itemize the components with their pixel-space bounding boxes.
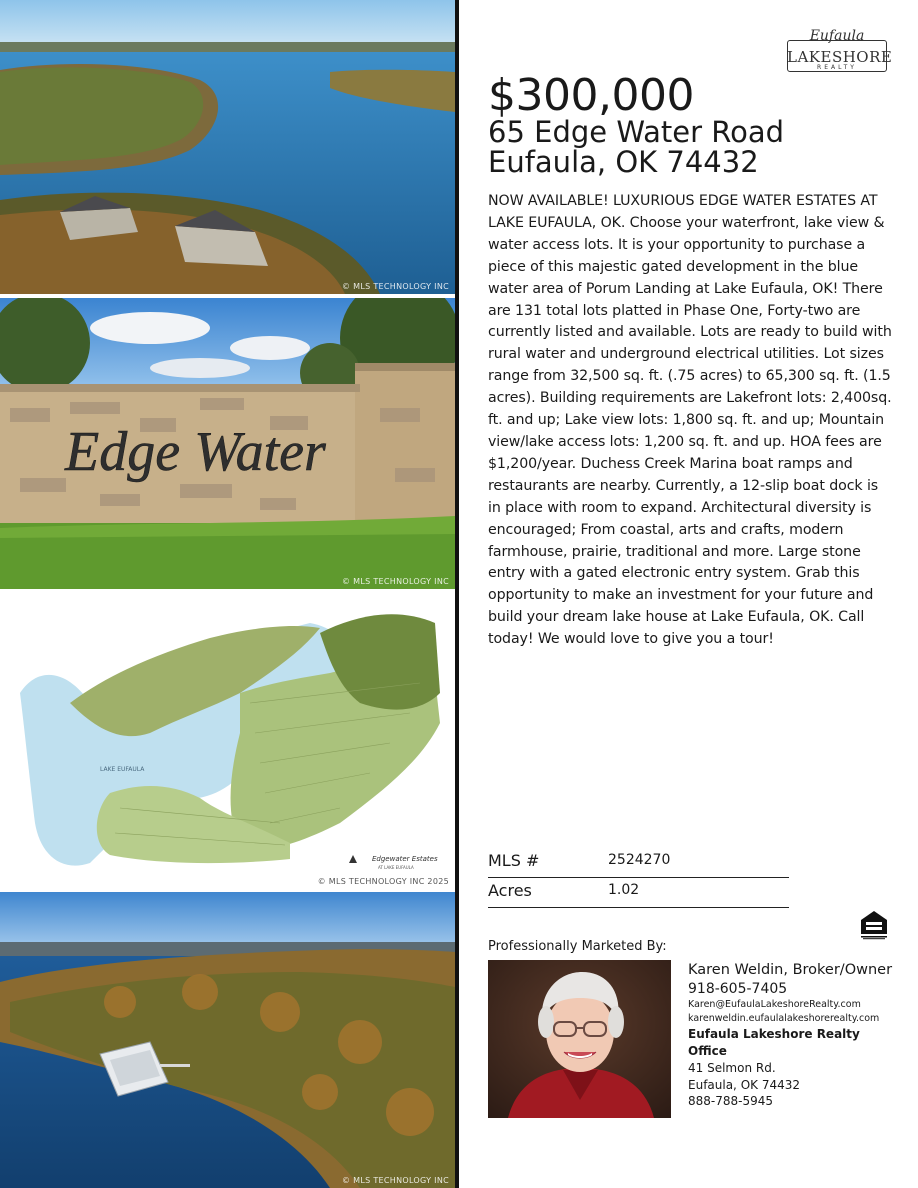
brokerage-logo bbox=[787, 28, 893, 74]
agent-email[interactable]: Karen@EufaulaLakeshoreRealty.com bbox=[688, 999, 861, 1010]
entry-sign-photo bbox=[0, 298, 455, 589]
map-title: Edgewater Estates bbox=[372, 855, 438, 863]
agent-contact-card bbox=[688, 961, 898, 1110]
logo-main: LAKESHORE bbox=[787, 48, 893, 66]
aerial-dock-photo bbox=[0, 892, 455, 1188]
map-subtitle: AT LAKE EUFAULA bbox=[378, 865, 414, 870]
fact-value: 1.02 bbox=[608, 882, 640, 898]
map-lake-label: LAKE EUFAULA bbox=[100, 766, 145, 773]
listing-description: NOW AVAILABLE! LUXURIOUS EDGE WATER ESTATES AT LAKE EUFAULA, OK. Choose your waterfront, lake view & water access lots. It is your opportunity to purchase a piece of this majestic gated development in the blue water area of Porum Landing at Lake Eufaula, OK! There are 131 total lots platted in Phase One, Forty-two are currently listed and available. Lots are ready to build with rural water and underground electrical utilities. Lot sizes range from 32,500 sq. ft. (.75 acres) to 65,300 sq. ft. (1.5 acres). Building requirements are Lakefront lots: 2,400sq. ft. and up; Lake view lots: 1,800 sq. ft. and up; Mountain view/lake access lots: 1,200 sq. ft. and up. HOA fees are $1,200/year. Duchess Creek Marina boat ramps and restaurants are nearby. Currently, a 12-slip boat dock is in place with room to expand. Architectural diversity is encouraged; From coastal, arts and crafts, modern farmhouse, prairie, traditional and more. Large stone entry with a gated electronic entry system. Grab this opportunity to make an investment for your future and build your dream lake house at Lake Eufaula, OK. Call today! We would love to give you a tour! bbox=[488, 193, 892, 648]
column-divider bbox=[455, 0, 459, 1188]
fact-label: MLS # bbox=[488, 851, 540, 870]
office-phone[interactable]: 888-788-5945 bbox=[688, 1094, 774, 1108]
address-line-1: 65 Edge Water Road bbox=[488, 115, 785, 149]
office-name: Eufaula Lakeshore Realty Office bbox=[688, 1027, 860, 1058]
photo-watermark: © MLS TECHNOLOGY INC bbox=[342, 282, 449, 291]
photo-watermark: © MLS TECHNOLOGY INC bbox=[342, 1176, 449, 1185]
subdivision-map bbox=[0, 593, 455, 889]
listing-price: $300,000 bbox=[488, 70, 694, 121]
agent-name: Karen Weldin, Broker/Owner bbox=[688, 962, 893, 978]
sign-text: Edge Water bbox=[65, 421, 326, 483]
agent-website[interactable]: karenweldin.eufaulalakeshorerealty.com bbox=[688, 1013, 880, 1024]
photo-watermark: © MLS TECHNOLOGY INC 2025 bbox=[317, 877, 449, 886]
office-street: 41 Selmon Rd. bbox=[688, 1061, 776, 1075]
office-city: Eufaula, OK 74432 bbox=[688, 1077, 800, 1092]
fact-row-acres bbox=[488, 878, 789, 908]
marketed-by-label: Professionally Marketed By: bbox=[488, 939, 667, 954]
listing-facts bbox=[488, 848, 789, 908]
fact-value: 2524270 bbox=[608, 852, 671, 868]
photo-watermark: © MLS TECHNOLOGY INC bbox=[342, 577, 449, 586]
logo-sub: REALTY bbox=[817, 64, 857, 71]
equal-housing-icon bbox=[860, 910, 888, 940]
agent-phone[interactable]: 918-605-7405 bbox=[688, 981, 788, 997]
fact-label: Acres bbox=[488, 881, 532, 900]
agent-avatar bbox=[488, 960, 671, 1118]
logo-script: Eufaula bbox=[809, 28, 865, 44]
fact-row-mls bbox=[488, 848, 789, 878]
aerial-lake-photo bbox=[0, 0, 455, 294]
address-line-2: Eufaula, OK 74432 bbox=[488, 145, 759, 179]
photo-column bbox=[0, 0, 455, 1188]
